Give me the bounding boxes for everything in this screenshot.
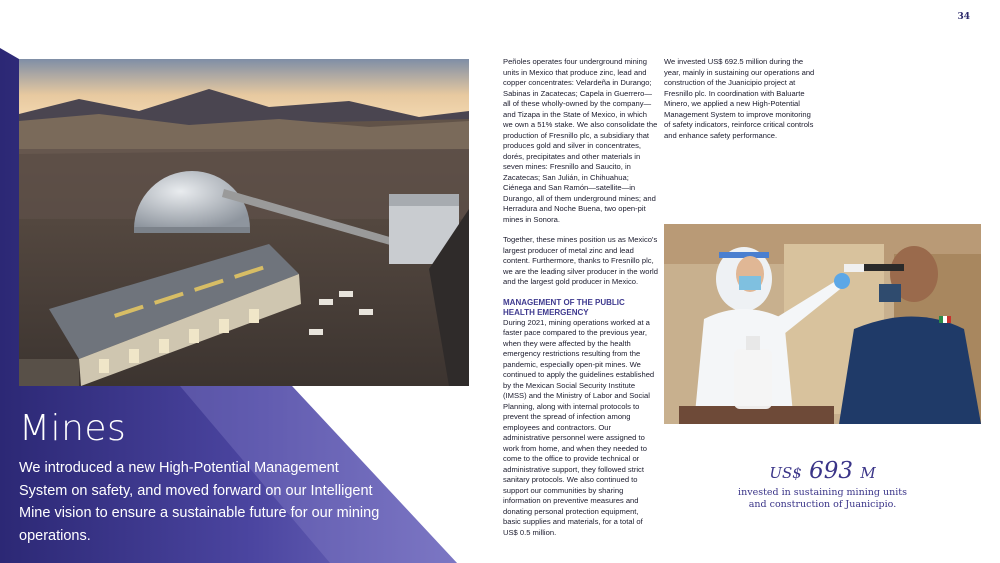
highlight-caption-line-1: invested in sustaining mining units	[738, 487, 907, 498]
body-paragraph: Peñoles operates four underground mining units in Mexico that produce zinc, lead and copper concentrates: Velardeña in Durango; Sabinas in Zacatecas; Capela in Guerrero—all of these wholly-owned by the company—and Tizapa in the State of Mexico, in which we own a 51% stake. We also consolidate the production of Fresnillo plc, a subsidiary that produces gold and silver in concentrates, dorés, precipitates and other materials in seven mines: Fresnillo and Saucito, in Zacatecas; San Julián, in Chihuahua; Ciénega and San Ramón—satellite—in Durango, all of them underground mines; and Herradura and Noche Buena, two open-pit mines in Sonora.	[503, 57, 658, 224]
subsection-heading: MANAGEMENT OF THE PUBLIC HEALTH EMERGENCY	[503, 297, 625, 317]
highlight-unit: M	[860, 464, 876, 482]
text-column-1	[503, 57, 658, 548]
section-title: Mines	[19, 408, 127, 449]
highlight-value	[700, 457, 945, 487]
text-column-2	[664, 57, 816, 151]
body-paragraph: We invested US$ 692.5 million during the year, mainly in sustaining our operations and construction of the Juanicipio project at Fresnillo plc. In coordination with Baluarte Minero, we applied a new High-Potential Management System to improve monitoring of safety indicators, reinforce critical controls and enhance safety performance.	[664, 57, 815, 140]
body-paragraph: During 2021, mining operations worked at a faster pace compared to the previous year, when they were affected by the health emergency restrictions resulting from the pandemic, especially open-pit mines. We continued to apply the guidelines established by the Mexican Social Security Institute (IMSS) and the Ministry of Labor and Social Planning, along with internal protocols to prevent the spread of infection among employees and contractors. Our administrative personnel were assigned to work from home, and when they needed to come to the office to provide technical or administrative support, they followed strict sanitary protocols. We also continued to support our communities by sharing information on preventive measures and donating personal protection equipment, basic supplies and materials, for a total of US$ 0.5 million.	[503, 317, 655, 537]
investment-highlight	[700, 457, 945, 511]
highlight-number: 693	[809, 458, 853, 484]
page-number: 34	[957, 12, 970, 22]
section-intro: We introduced a new High-Potential Management System on safety, and moved forward on our Intelligent Mine vision to ensure a sustainable future for our mining operations.	[19, 460, 380, 544]
highlight-caption-line-2: and construction of Juanicipio.	[748, 499, 897, 510]
mine-aerial-photo	[19, 59, 469, 386]
health-screening-photo	[664, 224, 981, 424]
highlight-currency: US$	[769, 464, 802, 482]
body-paragraph: Together, these mines position us as Mexico's largest producer of metal zinc and lead content. Furthermore, thanks to Fresnillo plc, we are the leading silver producer in the world and the largest gold producer in Mexico.	[503, 235, 658, 286]
